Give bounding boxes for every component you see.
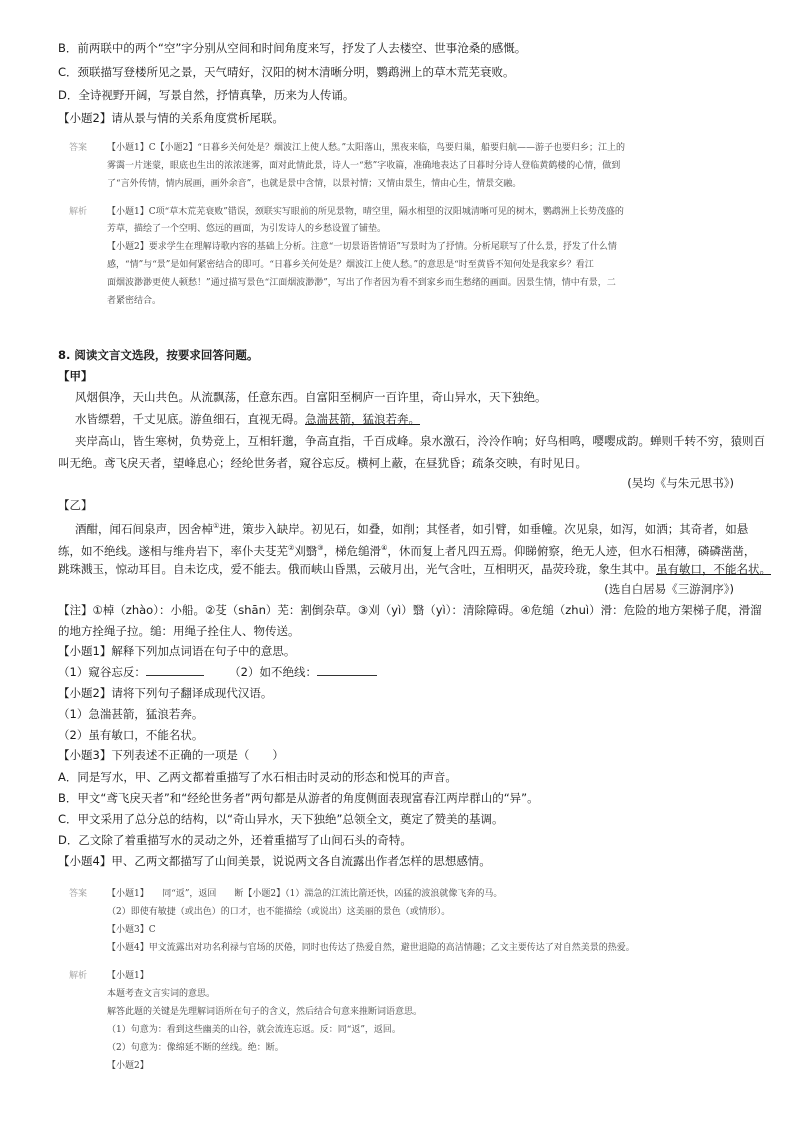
choice-d: D．乙文除了着重描写水的灵动之外，还着重描写了山间石头的奇特。 xyxy=(58,833,412,847)
analysis-label: 解析 xyxy=(69,207,88,217)
passage-line: 水皆缥碧，千丈见底。游鱼细石，直视无碍。急湍甚箭，猛浪若奔。 xyxy=(75,412,420,426)
subquestion-2-item: （1）急湍甚箭，猛浪若奔。 xyxy=(58,707,204,721)
note-line: 【注】①棹（zhào）：小船。②芟（shān）芜：割倒杂草。③刈（yì）翳（yì）：清除障碍。④危缒（zhuì）滑：危险的地方架梯子爬，滑溜 xyxy=(58,603,762,617)
choice-a: A．同是写水，甲、乙两文都着重描写了水石相击时灵动的形态和悦耳的声音。 xyxy=(58,770,457,784)
analysis-line: 解答此题的关键是先理解词语所在句子的含义，然后结合句意来推断词语意思。 xyxy=(107,1007,423,1017)
subquestion-4: 【小题4】甲、乙两文都描写了山间美景，说说两文各自流露出作者怎样的思想感情。 xyxy=(58,854,491,868)
answer-line: （2）即使有敏捷（或出色）的口才，也不能描绘（或说出）这美丽的景色（或情形）。 xyxy=(107,907,451,917)
analysis-line: 【小题1】C项“草木荒芜衰败”错误，颈联实写眼前的所见景物，晴空里，隔水相望的汉阳城清晰可见的树木，鹦鹉洲上长势茂盛的 xyxy=(107,207,624,217)
passage-line: 叫无绝。鸢飞戾天者，望峰息心；经纶世务者，窥谷忘反。横柯上蔽，在昼犹昏；疏条交映，有时见日。 xyxy=(58,456,587,470)
note-line: 的地方拴绳子拉。缒：用绳子拴住人、物传送。 xyxy=(58,624,300,638)
analysis-line: 感，“情”与“景”是如何紧密结合的即可。“日暮乡关何处是？烟波江上使人愁。”的意思是“时至黄昏不知何处是我家乡？看江 xyxy=(107,260,594,270)
answer-label: 答案 xyxy=(69,889,88,899)
question-8-title: 8. 阅读文言文选段，按要求回答问题。 xyxy=(58,348,259,362)
answer-blank[interactable] xyxy=(146,665,204,676)
answer-line: 【小题1】C【小题2】“日暮乡关何处是？烟波江上使人愁。”太阳落山，黑夜来临，鸟要归巢，船要归航——游子也要归乡；江上的 xyxy=(107,143,626,153)
analysis-label: 解析 xyxy=(69,971,88,981)
subquestion-1: 【小题1】解释下列加点词语在句子中的意思。 xyxy=(58,644,296,658)
answer-line: 【小题4】甲文流露出对功名利禄与官场的厌倦，同时也传达了热爱自然，避世退隐的高洁情趣；乙文主要传达了对自然美景的热爱。 xyxy=(107,943,635,953)
analysis-line: 本题考查文言实词的意思。 xyxy=(107,989,216,999)
passage-source: (选自白居易《三游洞序》) xyxy=(604,582,734,596)
option-b: B．前两联中的两个“空”字分别从空间和时间角度来写，抒发了人去楼空、世事沧桑的感慨。 xyxy=(58,41,527,55)
analysis-line: 面烟波渺渺更使人顿愁！”通过描写景色“江面烟波渺渺”，写出了作者因为看不到家乡而生愁绪的画面。因景生情，情中有景，二 xyxy=(107,278,616,288)
answer-line: 雾霭一片迷蒙，眼底也生出的浓浓迷雾，面对此情此景，诗人一“愁”字收篇，准确地表达了日暮时分诗人登临黄鹤楼的心情，做到 xyxy=(107,161,621,171)
answer-line: 了“言外传情，情内展画，画外余音”，也就是景中含情，以景衬情；又情由景生，情由心生，情景交融。 xyxy=(107,179,522,189)
underlined-sentence: 虽有敏口，不能名状。 xyxy=(656,562,771,576)
passage-line: 夹岸高山，皆生寒树，负势竞上，互相轩邈，争高直指，千百成峰。泉水激石，泠泠作响；好鸟相鸣，嘤嘤成韵。蝉则千转不穷，猿则百 xyxy=(75,434,765,448)
subquestion-3: 【小题3】下列表述不正确的一项是（ ） xyxy=(58,748,284,762)
analysis-line: （1）句意为：看到这些幽美的山谷，就会流连忘返。反：同“返”，返回。 xyxy=(107,1025,401,1035)
analysis-line: （2）句意为：像绵延不断的丝线。绝：断。 xyxy=(107,1043,284,1053)
option-d: D．全诗视野开阔，写景自然，抒情真挚，历来为人传诵。 xyxy=(58,88,355,102)
answer-line: 【小题1】 同“返”，返回 断【小题2】（1）湍急的江流比箭还快，凶猛的波浪就像飞奔的马。 xyxy=(107,889,503,899)
passage-jia-label: 【甲】 xyxy=(58,369,93,383)
underlined-sentence: 急湍甚箭，猛浪若奔。 xyxy=(305,412,420,426)
passage-line: 跳珠溅玉，惊动耳目。自未讫戌，爱不能去。俄而峡山昏黑，云破月出，光气含吐，互相明灭，晶荧玲珑，象生其中。虽有敏口，不能名状。 xyxy=(58,562,771,576)
option-c: C．颈联描写登楼所见之景，天气晴好，汉阳的树木清晰分明，鹦鹉洲上的草木荒芜衰败。 xyxy=(58,65,515,79)
choice-b: B．甲文“鸢飞戾天者”和“经纶世务者”两句都是从游者的角度侧面表现富春江两岸群山的“异”。 xyxy=(58,791,539,805)
passage-line: 风烟俱净，天山共色。从流飘荡，任意东西。自富阳至桐庐一百许里，奇山异水，天下独绝。 xyxy=(75,390,547,404)
subquestion-2-item: （2）虽有敏口，不能名状。 xyxy=(58,728,204,742)
passage-line: 酒酣，闻石间泉声，因舍棹①进，策步入缺岸。初见石，如叠，如削；其怪者，如引臂，如垂幢。次见泉，如泻，如洒；其奇者，如悬 xyxy=(75,521,749,536)
choice-c: C．甲文采用了总分总的结构，以“奇山异水，天下独绝”总领全文，奠定了赞美的基调。 xyxy=(58,812,504,826)
analysis-line: 【小题2】要求学生在理解诗歌内容的基础上分析。注意“一切景语皆情语”写景时为了抒情。分析尾联写了什么景，抒发了什么情 xyxy=(107,242,617,252)
answer-blank[interactable] xyxy=(317,665,377,676)
answer-label: 答案 xyxy=(69,143,88,153)
passage-yi-label: 【乙】 xyxy=(58,498,93,512)
subquestion-1-items: （1）窥谷忘反： （2）如不绝线： xyxy=(58,664,377,680)
passage-source: (吴均《与朱元思书》) xyxy=(627,476,734,490)
analysis-line: 【小题1】 xyxy=(107,971,149,981)
subquestion-2: 【小题2】请从景与情的关系角度赏析尾联。 xyxy=(58,111,284,125)
analysis-line: 者紧密结合。 xyxy=(107,296,162,306)
subquestion-2: 【小题2】请将下列句子翻译成现代汉语。 xyxy=(58,686,273,700)
passage-line: 练，如不绝线。遂相与维舟岩下，率仆夫芟芜②刈翳③，梯危缒滑④，休而复上者凡四五焉。仰睇俯察，绝无人迹，但水石相薄，磷磷凿凿， xyxy=(58,543,756,558)
analysis-line: 芳草，描绘了一个空明、悠远的画面，为引发诗人的乡愁设置了铺垫。 xyxy=(107,224,387,234)
answer-line: 【小题3】C xyxy=(107,925,156,935)
analysis-line: 【小题2】 xyxy=(107,1061,149,1071)
